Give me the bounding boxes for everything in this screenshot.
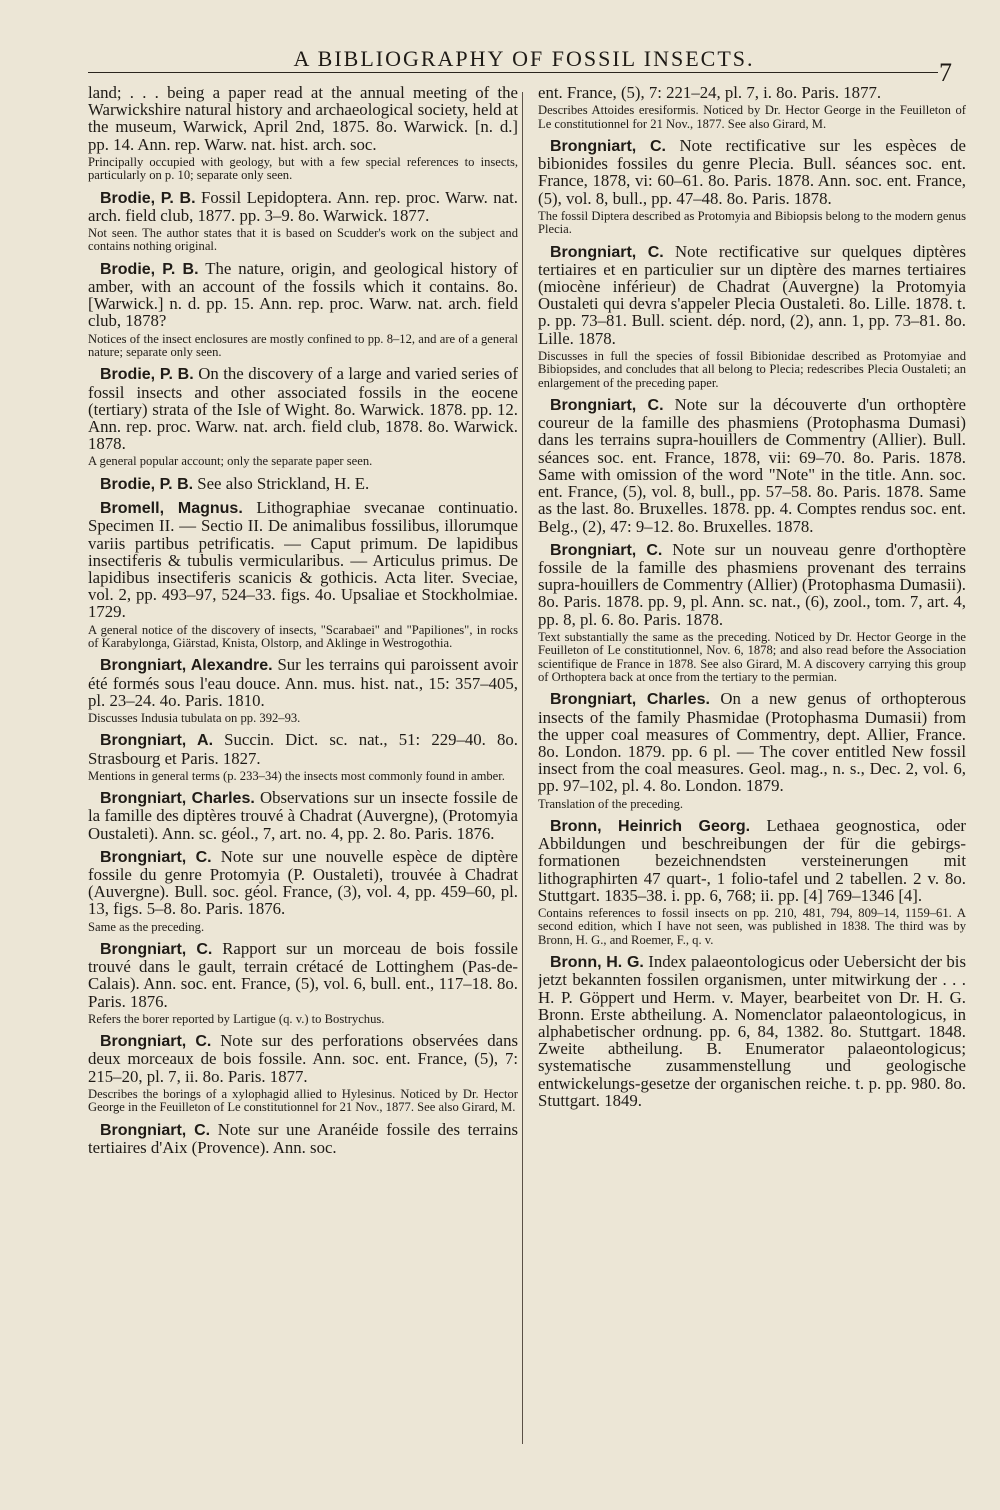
entry-author: Brongniart, Charles. — [100, 790, 255, 808]
entry-author: Brodie, P. B. — [100, 475, 194, 493]
entry-citation — [538, 817, 966, 904]
bibliography-entry — [538, 953, 966, 1109]
entry-title-text: ent. France, (5), 7: 221–24, pl. 7, i. 8o. Paris. 1877. — [538, 84, 882, 102]
entry-title-text: Lithographiae svecanae continuatio. Specimen II. — Sectio II. De animalibus fossilibus, illorumque variis partibus petrificatis. — Caput primum. De lapidibus insectiferis & tubulis vermicularibus. — Articulus primus. De lapidibus insectiferis scanicis & gothicis. Acta liter. Sveciae, vol. 2, pp. 493–97, 524–33. figs. 4o. Upsaliae et Stockholmiae. 1729. — [88, 498, 518, 622]
entry-citation — [88, 189, 518, 224]
bibliography-entry — [88, 84, 518, 183]
entry-author: Brongniart, C. — [550, 243, 664, 261]
entry-title-text: Observations sur un insecte fossile de la famille des diptères trouvé à Chadrat (Auvergne), (Protomyia Oustaleti). Ann. sc. géol., 7, art. no. 4, pp. 2. 8o. Paris. 1876. — [88, 788, 518, 843]
entry-note: Text substantially the same as the preceding. Noticed by Dr. Hector George in the Feuilleton of Le constitutionnel, Nov. 6, 1878; and also read before the Association scientifique de France in 1878. See also Girard, M. A discovery carrying this group of Orthoptera back at once from the tertiary to the permian. — [538, 629, 966, 684]
entry-citation — [88, 475, 518, 493]
entry-note: A general notice of the discovery of insects, "Scarabaei" and "Papiliones", in rocks of Karabylonga, Giärstad, Knista, Olstorp, and Aklinge in Westrogothia. — [88, 622, 518, 650]
entry-citation — [88, 940, 518, 1010]
entry-note: A general popular account; only the separate paper seen. — [88, 454, 373, 469]
entry-title-text: The nature, origin, and geological history of amber, with an account of the fossils which it contains. 8o. [Warwick.] n. d. pp. 15. Ann. rep. proc. Warw. nat. arch. field club, 1878? — [88, 258, 518, 331]
bibliography-entry — [88, 940, 518, 1026]
entry-title-text: Note sur des perforations observées dans deux morceaux de bois fossile. Ann. soc. ent. France, (5), 7: 215–20, pl. 7, ii. 8o. Paris. 1877. — [88, 1031, 518, 1086]
entry-author: Brongniart, Alexandre. — [100, 657, 273, 675]
bibliography-entry — [538, 243, 966, 390]
entry-author: Brongniart, C. — [550, 541, 663, 559]
entry-citation — [88, 656, 518, 709]
entry-citation — [538, 396, 966, 535]
entry-title-text: Note sur la découverte d'un orthoptère coureur de la famille des phasmiens (Protophasma Dumasi) dans les terrains supra-houillers de Commentry (Allier). Bull. séances soc. ent. France, 1878, vii: 69–70. 8o. Paris. 1878. Same with omission of the word "Note" in the title. Ann. soc. ent. France, (5), vol. 8, bull., pp. 57–58. 8o. Paris. 1878. Same as the last. 8o. Bruxelles. 1878. pp. 4. Comptes rendus soc. ent. Belg., (2), 47: 9–12. 8o. Bruxelles. 1878. — [538, 395, 966, 536]
entry-citation — [538, 953, 966, 1109]
running-title: A BIBLIOGRAPHY OF FOSSIL INSECTS. — [293, 46, 755, 71]
entry-note: The fossil Diptera described as Protomyia and Bibiopsis belong to the modern genus Plecia. — [538, 208, 966, 237]
entry-citation — [88, 1121, 518, 1156]
entry-note: Discusses in full the species of fossil Bibionidae described as Protomyiae and Bibiopsides, and concludes that all belong to Plecia; redescribes Plecia Oustaleti; an enlargement of the preceding paper. — [538, 348, 966, 390]
entry-author: Brongniart, C. — [100, 848, 212, 866]
entry-note: Same as the preceding. — [88, 919, 205, 934]
bibliography-entry — [88, 848, 518, 934]
entry-note: Describes the borings of a xylophagid allied to Hylesinus. Noticed by Dr. Hector George in the Feuilleton of Le constitutionnel for 21 Nov., 1877. See also Girard, M. — [88, 1086, 518, 1115]
bibliography-entry — [88, 656, 518, 725]
entry-author: Bronn, H. G. — [550, 954, 644, 972]
entry-title-text: Note sur une Aranéide fossile des terrains tertiaires d'Aix (Provence). Ann. soc. — [88, 1119, 518, 1157]
entry-author: Bronn, Heinrich Georg. — [550, 817, 751, 835]
bibliography-entry — [88, 189, 518, 254]
header-rule — [88, 72, 938, 73]
entry-citation — [538, 541, 966, 628]
entry-title-text: Note rectificative sur quelques diptères tertiaires et en particulier sur un diptère des marnes tertiaires (miocène inférieur) de Chadrat (Auvergne) la Protomyia Oustaleti qui devra s'appeler Plecia Oustaleti. 8o. Lille. 1878. t. p. pp. 73–81. Bull. scient. dép. nord, (2), ann. 1, pp. 73–81. 8o. Lille. 1878. — [538, 241, 966, 348]
entry-author: Brongniart, C. — [100, 940, 213, 958]
entry-citation — [538, 690, 966, 794]
entry-note: Mentions in general terms (p. 233–34) the insects most commonly found in amber. — [88, 768, 505, 783]
entry-citation — [538, 137, 966, 207]
bibliography-entry — [538, 396, 966, 535]
entry-author: Brongniart, C. — [550, 397, 664, 415]
bibliography-entry — [538, 137, 966, 237]
bibliography-entry — [88, 475, 518, 493]
entry-note: Principally occupied with geology, but with a few special references to insects, particularly on p. 10; separate only seen. — [88, 154, 518, 183]
entry-citation — [88, 499, 518, 620]
entry-author: Brodie, P. B. — [100, 260, 199, 278]
entry-citation — [538, 84, 966, 101]
entry-citation — [88, 260, 518, 330]
left-column — [88, 84, 518, 1494]
bibliography-entry — [88, 1032, 518, 1114]
entry-citation — [88, 1032, 518, 1085]
bibliography-entry — [538, 84, 966, 131]
entry-note: Translation of the preceding. — [538, 796, 684, 811]
entry-author: Brongniart, C. — [100, 1033, 212, 1051]
entry-title-text: Note rectificative sur les espèces de bibionides fossiles du genre Plecia. Bull. séances soc. ent. France, 1878, vi: 60–61. 8o. Paris. 1878. Ann. soc. ent. France, (5), vol. 8, bull., pp. 47–48. 8o. Paris. 1878. — [538, 136, 966, 208]
entry-citation — [88, 848, 518, 918]
entry-author: Bromell, Magnus. — [100, 500, 243, 518]
entry-author: Brodie, P. B. — [100, 189, 196, 207]
entry-citation — [88, 365, 518, 452]
entry-title-text: Rapport sur un morceau de bois fossile trouvé dans le gault, terrain crétacé de Lottinghem (Pas-de-Calais). Ann. soc. ent. France, (5), vol. 6, bull. ent., 117–18. 8o. Paris. 1876. — [88, 938, 518, 1011]
entry-note: Contains references to fossil insects on pp. 210, 481, 794, 809–14, 1159–61. A second edition, which I have not seen, was published in 1838. The third was by Bronn, H. G., and Roemer, F., q. v. — [538, 905, 966, 947]
entry-note: Notices of the insect enclosures are mostly confined to pp. 8–12, and are of a general nature; separate only seen. — [88, 331, 518, 360]
entry-note: Refers the borer reported by Lartigue (q. v.) to Bostrychus. — [88, 1011, 385, 1026]
entry-title-text: See also Strickland, H. E. — [197, 473, 370, 493]
entry-citation — [88, 84, 518, 153]
entry-note: Describes Attoides eresiformis. Noticed by Dr. Hector George in the Feuilleton of Le constitutionnel for 21 Nov., 1877. See also Girard, M. — [538, 103, 966, 131]
entry-citation — [88, 731, 518, 766]
entry-title-text: Succin. Dict. sc. nat., 51: 229–40. 8o. Strasbourg et Paris. 1827. — [88, 730, 518, 768]
entry-author: Brodie, P. B. — [100, 366, 194, 384]
bibliography-entry — [88, 260, 518, 360]
bibliography-entry — [88, 1121, 518, 1156]
entry-title-text: Note sur une nouvelle espèce de diptère fossile du genre Protomyia (P. Oustaleti), trouvée à Chadrat (Auvergne). Bull. soc. géol. France, (3), vol. 4, pp. 459–60, pl. 13, figs. 5–8. 8o. Paris. 1876. — [88, 846, 518, 919]
entry-title-text: On the discovery of a large and varied series of fossil insects and other associated fossils in the eocene (tertiary) strata of the Isle of Wight. 8o. Warwick. 1878. pp. 12. Ann. rep. proc. Warw. nat. arch. field club, 1878. 8o. Warwick. 1878. — [88, 364, 518, 454]
entry-author: Brongniart, Charles. — [550, 691, 710, 709]
bibliography-entry — [88, 365, 518, 468]
page-number: 7 — [939, 58, 952, 87]
entry-note: Discusses Indusia tubulata on pp. 392–93. — [88, 710, 301, 725]
entry-title-text: Index palaeontologicus oder Uebersicht der bis jetzt bekannten fossilen organismen, unter mitwirkung der . . . H. P. Göppert und Herm. v. Mayer, bearbeitet von Dr. H. G. Bronn. Erste abtheilung. A. Nomenclator palaeontologicus, in alphabetischer ordnung. pp. 6, 84, 1382. 8o. Stuttgart. 1848. Zweite abtheilung. B. Enumerator palaeontologicus; systematische zusammenstellung und geologische entwickelungs-gesetze der organischen reiche. t. p. pp. 980. 8o. Stuttgart. 1849. — [538, 952, 966, 1110]
entry-citation — [538, 243, 966, 347]
entry-author: Brongniart, C. — [100, 1121, 211, 1139]
bibliography-entry — [88, 499, 518, 650]
bibliography-entry — [88, 789, 518, 842]
entry-title-text: Note sur un nouveau genre d'orthoptère fossile de la famille des phasmiens provenant des terrains supra-houillers de Commentry (Allier) (Protophasma Dumasii). 8o. Paris. 1878. pp. 9, pl. Ann. sc. nat., (6), zool., tom. 7, art. 4, pp. 8, pl. 6. 8o. Paris. 1878. — [538, 539, 966, 629]
entry-note: Not seen. The author states that it is based on Scudder's work on the subject and contains nothing original. — [88, 226, 518, 254]
entry-citation — [88, 789, 518, 842]
bibliography-entry — [538, 817, 966, 947]
entry-title-text: On a new genus of orthopterous insects of the family Phasmidae (Protophasma Dumasii) from the upper coal measures of Commentry, dept. Allier, France. 8o. London. 1879. pp. 6 pl. — The cover entitled New fossil insect from the coal measures. Geol. mag., n. s., Dec. 2, vol. 6, pp. 97–102, pl. 4. 8o. London. 1879. — [538, 689, 966, 796]
column-divider — [522, 92, 523, 1444]
entry-title-text: Sur les terrains qui paroissent avoir été formés sous l'eau douce. Ann. mus. hist. nat., 15: 357–405, pl. 23–24. 4o. Paris. 1810. — [88, 655, 518, 710]
bibliography-entry — [538, 541, 966, 685]
entry-author: Brongniart, A. — [100, 732, 214, 750]
bibliography-entry — [538, 690, 966, 811]
bibliography-entry — [88, 731, 518, 783]
entry-author: Brongniart, C. — [550, 138, 666, 156]
entry-title-text: Lethaea geognostica, oder Abbildungen und beschreibungen der für die gebirgs-formationen bezeichnendsten versteinerungen mit lithographirten 47 quart-, 1 folio-tafel und 2 tabellen. 2 v. 8o. Stuttgart. 1835–38. i. pp. 6, 768; ii. pp. [4] 769–1346 [4]. — [538, 815, 966, 905]
entry-title-text: land; . . . being a paper read at the annual meeting of the Warwickshire natural history and archaeological society, held at the museum, Warwick, April 2nd, 1875. 8o. Warwick. [n. d.] pp. 14. Ann. rep. Warw. nat. hist. arch. soc. — [88, 84, 518, 154]
right-column — [538, 84, 966, 1494]
entry-title-text: Fossil Lepidoptera. Ann. rep. proc. Warw. nat. arch. field club, 1877. pp. 3–9. 8o. Warwick. 1877. — [88, 187, 518, 225]
